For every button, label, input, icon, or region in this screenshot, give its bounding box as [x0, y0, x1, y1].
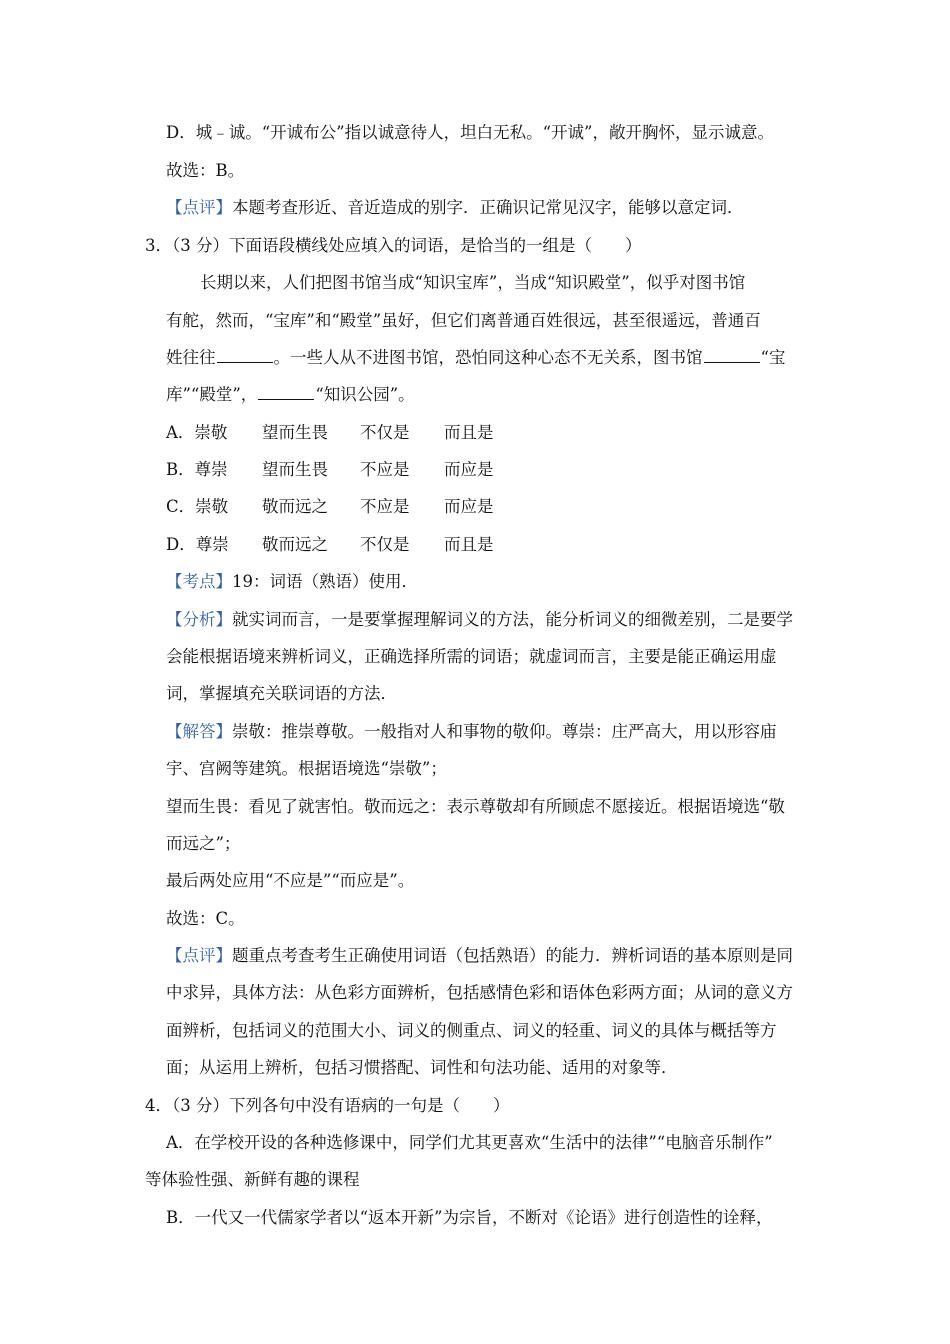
option-word: 敬而远之: [262, 497, 328, 516]
jieda-tag: 【解答】: [166, 722, 232, 741]
option-word: 而应是: [444, 497, 494, 516]
fill-blank-3: [258, 384, 314, 400]
q3-passage-line-4: [166, 384, 415, 406]
option-word: 不应是: [360, 497, 410, 516]
q4-option-a-line-1: A．在学校开设的各种选修课中，同学们尤其更喜欢“生活中的法律”“电脑音乐制作”: [166, 1133, 773, 1152]
passage-text: “宝: [760, 348, 786, 367]
option-word: 望而生畏: [262, 423, 328, 442]
option-word: 敬而远之: [262, 535, 328, 554]
passage-text: “知识公园”。: [315, 385, 415, 404]
option-label: A．崇敬: [166, 423, 228, 442]
q4-option-a-line-2: 等体验性强、新鲜有趣的课程: [145, 1170, 360, 1189]
q4-stem: 4．（3 分）下列各句中没有语病的一句是（ ）: [145, 1096, 510, 1115]
q3-jieda-line-5: 最后两处应用“不应是”“而应是”。: [166, 871, 415, 890]
q3-dianping-line-3: 面辨析，包括词义的范围大小、词义的侧重点、词义的轻重、词义的具体与概括等方: [166, 1021, 777, 1040]
option-word: 不仅是: [360, 423, 410, 442]
q3-dianping-line-1: [166, 945, 793, 967]
q2-option-d: D．城﹣诚。“开诚布公”指以诚意待人，坦白无私。“开诚”，敞开胸怀，显示诚意。: [166, 123, 774, 142]
option-word: 不仅是: [360, 535, 410, 554]
passage-text: 库”“殿堂”，: [166, 385, 258, 404]
q3-stem: 3．（3 分）下面语段横线处应填入的词语，是恰当的一组是（ ）: [145, 236, 642, 255]
q3-jieda-line-1: [166, 721, 777, 743]
q4-option-b-line-1: B．一代又一代儒家学者以“返本开新”为宗旨，不断对《论语》进行创造性的诠释，: [166, 1208, 773, 1227]
jieda-text: 崇敬：推崇尊敬。一般指对人和事物的敬仰。尊崇：庄严高大，用以形容庙: [232, 722, 777, 741]
q3-passage-line-3: [166, 347, 785, 369]
q3-fenxi-line-1: [166, 609, 793, 631]
q3-option-a: [166, 422, 494, 444]
option-label: C．崇敬: [166, 497, 229, 516]
fill-blank-2: [704, 347, 760, 363]
q2-comment: [166, 197, 744, 219]
option-word: 不应是: [360, 460, 410, 479]
q3-dianping-line-2: 中求异，具体方法：从色彩方面辨析，包括感情色彩和语体色彩两方面；从词的意义方: [166, 983, 793, 1002]
q3-option-d: [166, 534, 494, 556]
fill-blank-1: [217, 347, 273, 363]
q3-fenxi-line-2: 会能根据语境来辨析词义，正确选择所需的词语；就虚词而言，主要是能正确运用虚: [166, 647, 777, 666]
comment-tag: 【点评】: [166, 198, 232, 217]
q3-fenxi-line-3: 词，掌握填充关联词语的方法．: [166, 684, 397, 703]
option-word: 而应是: [444, 460, 494, 479]
q2-answer: 故选：B。: [166, 161, 245, 180]
dianping-tag: 【点评】: [166, 946, 232, 965]
passage-text: 姓往往: [166, 348, 216, 367]
kaodian-tag: 【考点】: [166, 572, 232, 591]
dianping-text: 题重点考查考生正确使用词语（包括熟语）的能力．辨析词语的基本原则是同: [232, 946, 793, 965]
q3-passage-line-1: 长期以来，人们把图书馆当成“知识宝库”，当成“知识殿堂”，似乎对图书馆: [200, 273, 746, 292]
kaodian-text: 19：词语（熟语）使用．: [232, 572, 418, 591]
option-word: 而且是: [444, 423, 494, 442]
q3-dianping-line-4: 面；从运用上辨析，包括习惯搭配、词性和句法功能、适用的对象等．: [166, 1058, 678, 1077]
q3-passage-line-2: 有舵，然而，“宝库”和“殿堂”虽好，但它们离普通百姓很远，甚至很遥远，普通百: [166, 311, 761, 330]
option-label: D．尊崇: [166, 535, 229, 554]
q3-answer: 故选：C。: [166, 909, 245, 928]
fenxi-text: 就实词而言，一是要掌握理解词义的方法，能分析词义的细微差别，二是要学: [232, 610, 793, 629]
q3-option-c: [166, 496, 494, 518]
comment-text: 本题考查形近、音近造成的别字．正确识记常见汉字，能够以意定词．: [232, 198, 744, 217]
option-label: B．尊崇: [166, 460, 228, 479]
passage-text: 。一些人从不进图书馆，恐怕同这种心态不无关系，图书馆: [273, 348, 703, 367]
fenxi-tag: 【分析】: [166, 610, 232, 629]
q3-option-b: [166, 459, 494, 481]
q3-jieda-line-4: 而远之”；: [166, 834, 241, 853]
q3-kaodian: [166, 571, 418, 593]
q3-jieda-line-2: 宇、宫阙等建筑。根据语境选“崇敬”；: [166, 759, 447, 778]
option-word: 而且是: [444, 535, 494, 554]
q3-jieda-line-3: 望而生畏：看见了就害怕。敬而远之：表示尊敬却有所顾虑不愿接近。根据语境选“敬: [166, 797, 785, 816]
option-word: 望而生畏: [262, 460, 328, 479]
